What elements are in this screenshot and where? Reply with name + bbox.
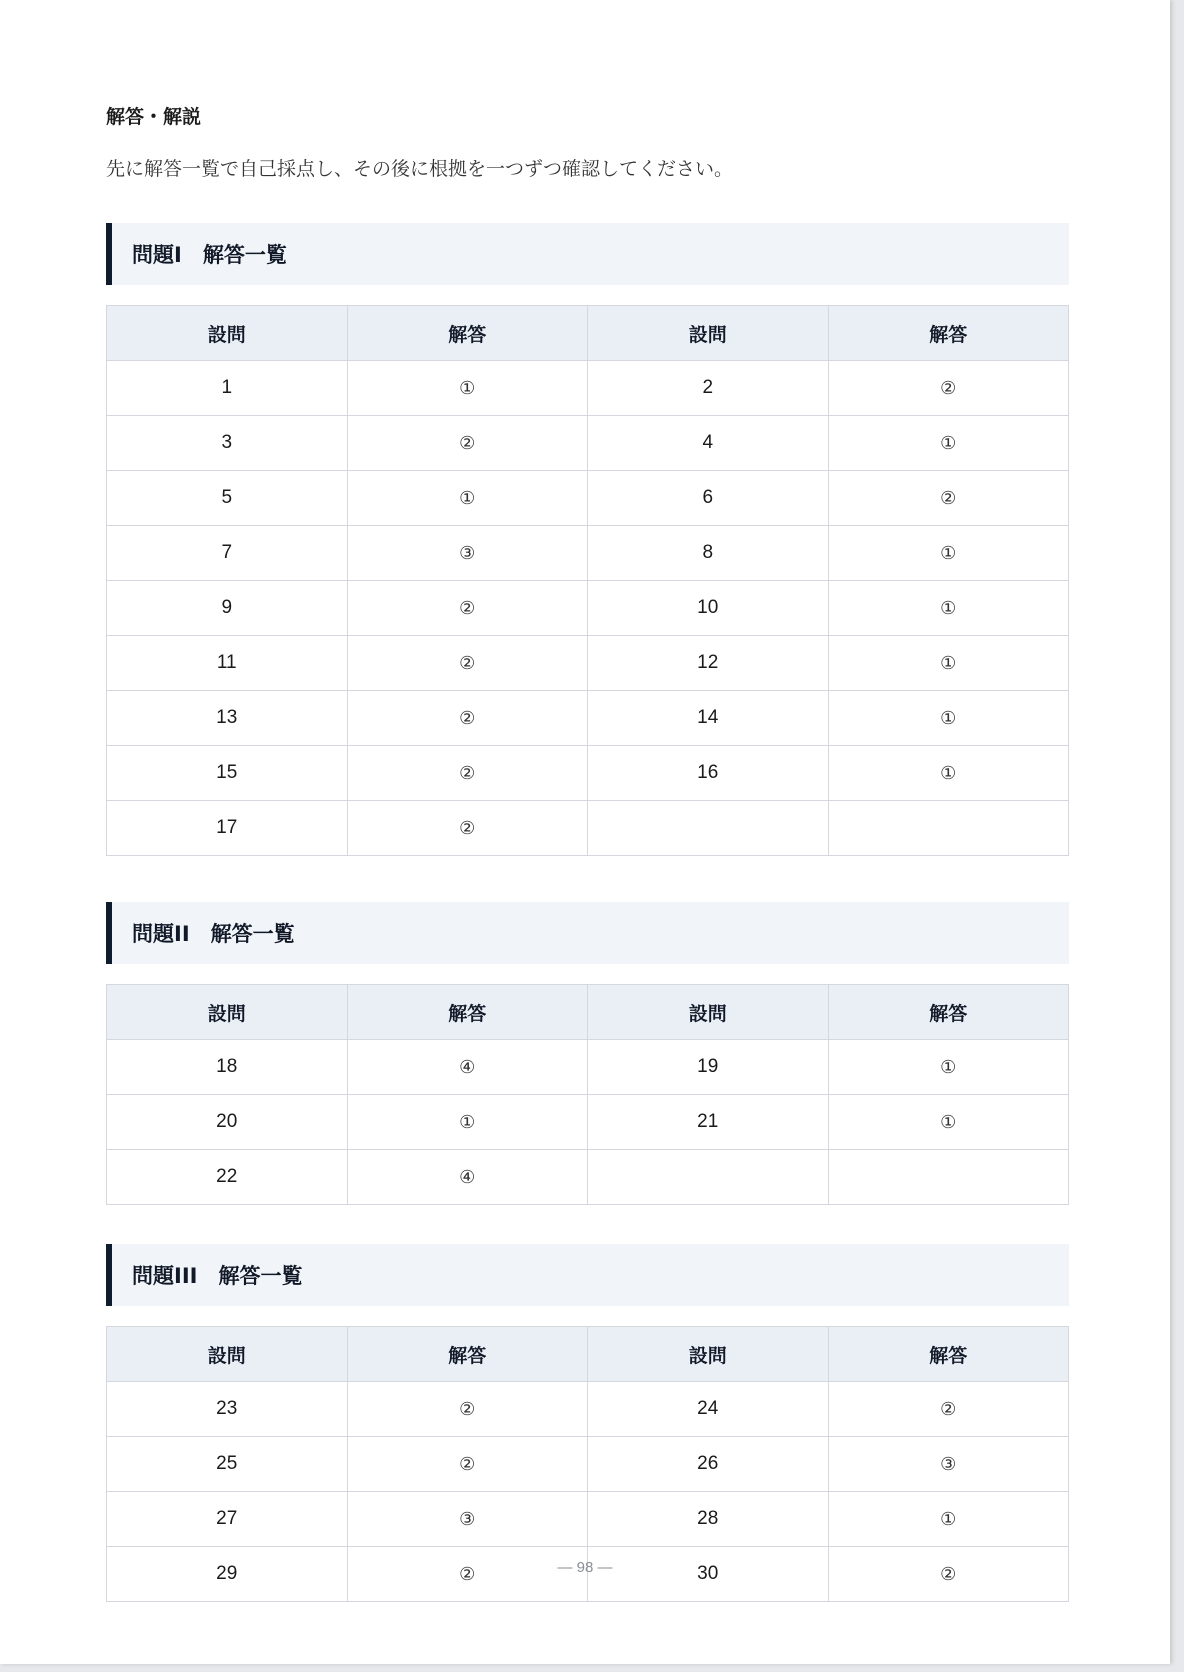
answer-cell: ①	[828, 581, 1069, 636]
column-header: 設問	[107, 306, 348, 361]
question-number-cell: 24	[588, 1382, 829, 1437]
table-row	[107, 801, 1069, 856]
table-header-row	[107, 1327, 1069, 1382]
section-title: 問題II 解答一覧	[106, 902, 1069, 964]
section-title: 問題III 解答一覧	[106, 1244, 1069, 1306]
question-number-cell: 13	[107, 691, 348, 746]
answer-cell: ②	[347, 801, 588, 856]
answer-cell: ②	[347, 691, 588, 746]
question-number-cell: 22	[107, 1150, 348, 1205]
answer-cell: ①	[828, 1040, 1069, 1095]
answer-cell: ④	[347, 1150, 588, 1205]
answer-cell: ②	[828, 1547, 1069, 1602]
question-number-cell: 10	[588, 581, 829, 636]
column-header: 設問	[107, 1327, 348, 1382]
table-header-row	[107, 306, 1069, 361]
question-number-cell: 4	[588, 416, 829, 471]
table-row	[107, 361, 1069, 416]
question-number-cell: 27	[107, 1492, 348, 1547]
answer-cell: ②	[347, 1437, 588, 1492]
answer-cell: ①	[828, 691, 1069, 746]
table-row	[107, 416, 1069, 471]
answer-cell: ①	[828, 636, 1069, 691]
question-number-cell: 5	[107, 471, 348, 526]
answer-cell: ①	[828, 1095, 1069, 1150]
question-number-cell: 1	[107, 361, 348, 416]
answer-cell: ③	[347, 526, 588, 581]
question-number-cell: 2	[588, 361, 829, 416]
section-label: 解答・解説	[106, 106, 202, 128]
question-number-cell: 20	[107, 1095, 348, 1150]
column-header: 解答	[347, 1327, 588, 1382]
answer-cell: ②	[347, 746, 588, 801]
table-row	[107, 746, 1069, 801]
answer-cell: ③	[347, 1492, 588, 1547]
column-header: 設問	[588, 1327, 829, 1382]
answer-cell: ①	[347, 1095, 588, 1150]
table-row	[107, 581, 1069, 636]
table-header-row	[107, 985, 1069, 1040]
question-number-cell: 7	[107, 526, 348, 581]
question-number-cell: 8	[588, 526, 829, 581]
answer-cell: ④	[347, 1040, 588, 1095]
question-number-cell: 14	[588, 691, 829, 746]
question-number-cell: 18	[107, 1040, 348, 1095]
table-row	[107, 1150, 1069, 1205]
question-number-cell: 6	[588, 471, 829, 526]
question-number-cell: 11	[107, 636, 348, 691]
section-title: 問題I 解答一覧	[106, 223, 1069, 285]
answer-cell: ②	[828, 1382, 1069, 1437]
column-header: 解答	[347, 306, 588, 361]
question-number-cell	[588, 801, 829, 856]
question-number-cell: 12	[588, 636, 829, 691]
table-row	[107, 1437, 1069, 1492]
answer-cell: ②	[828, 361, 1069, 416]
answer-section-3	[106, 1244, 1069, 1602]
answer-table	[106, 305, 1069, 856]
table-row	[107, 1382, 1069, 1437]
question-number-cell: 21	[588, 1095, 829, 1150]
question-number-cell: 29	[107, 1547, 348, 1602]
table-row	[107, 526, 1069, 581]
answer-section-1	[106, 223, 1069, 856]
question-number-cell: 30	[588, 1547, 829, 1602]
answer-cell: ①	[828, 526, 1069, 581]
column-header: 解答	[347, 985, 588, 1040]
table-row	[107, 1492, 1069, 1547]
question-number-cell	[588, 1150, 829, 1205]
table-row	[107, 471, 1069, 526]
question-number-cell: 26	[588, 1437, 829, 1492]
column-header: 設問	[588, 985, 829, 1040]
answer-cell: ②	[347, 1382, 588, 1437]
answer-cell: ①	[828, 746, 1069, 801]
table-row	[107, 636, 1069, 691]
question-number-cell: 23	[107, 1382, 348, 1437]
answer-table	[106, 984, 1069, 1205]
question-number-cell: 28	[588, 1492, 829, 1547]
answer-cell	[828, 1150, 1069, 1205]
answer-cell: ②	[347, 581, 588, 636]
question-number-cell: 9	[107, 581, 348, 636]
question-number-cell: 15	[107, 746, 348, 801]
instruction-text: 先に解答一覧で自己採点し、その後に根拠を一つずつ確認してください。	[106, 158, 734, 180]
page-number: — 98 —	[557, 1559, 613, 1576]
question-number-cell: 3	[107, 416, 348, 471]
answer-cell: ③	[828, 1437, 1069, 1492]
answer-cell: ①	[347, 471, 588, 526]
question-number-cell: 19	[588, 1040, 829, 1095]
question-number-cell: 17	[107, 801, 348, 856]
question-number-cell: 16	[588, 746, 829, 801]
answer-cell	[828, 801, 1069, 856]
answer-cell: ①	[828, 416, 1069, 471]
question-number-cell: 25	[107, 1437, 348, 1492]
answer-cell: ①	[828, 1492, 1069, 1547]
table-row	[107, 1095, 1069, 1150]
column-header: 解答	[828, 985, 1069, 1040]
answer-cell: ②	[347, 636, 588, 691]
column-header: 解答	[828, 1327, 1069, 1382]
answer-cell: ①	[347, 361, 588, 416]
column-header: 設問	[107, 985, 348, 1040]
table-row	[107, 691, 1069, 746]
answer-cell: ②	[347, 1547, 588, 1602]
answer-section-2	[106, 902, 1069, 1205]
column-header: 設問	[588, 306, 829, 361]
table-row	[107, 1040, 1069, 1095]
answer-cell: ②	[347, 416, 588, 471]
answer-cell: ②	[828, 471, 1069, 526]
column-header: 解答	[828, 306, 1069, 361]
